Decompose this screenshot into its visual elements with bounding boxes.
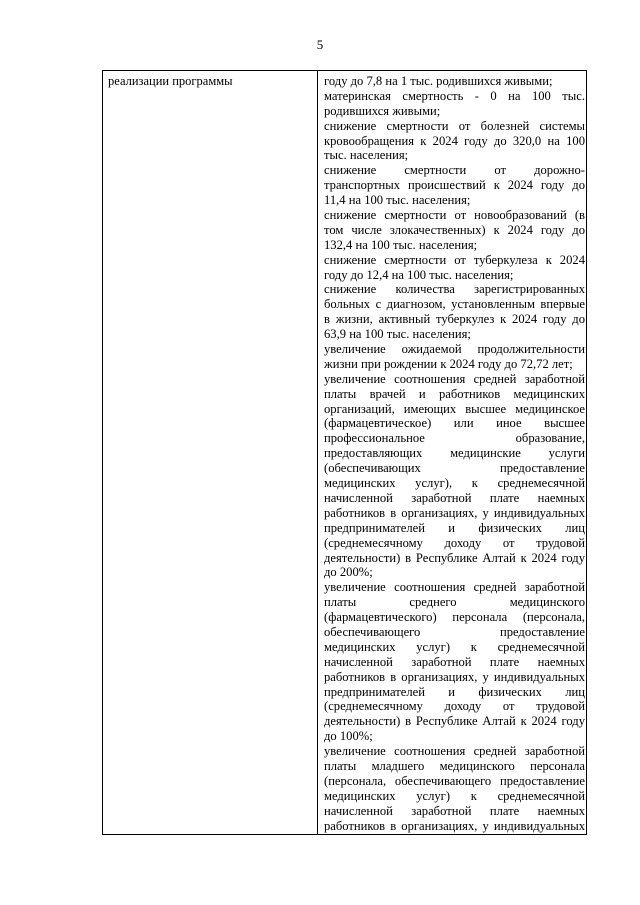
text-line: снижение смертности от туберкулеза к 2024	[324, 252, 585, 267]
text-line: начисленной заработной плате наемных	[324, 654, 585, 669]
text-line: больных с диагнозом, установленным впервые	[324, 297, 585, 312]
text-line: работников в организациях, у индивидуальных	[324, 818, 585, 833]
text-line: деятельности) в Республике Алтай к 2024 году	[324, 550, 585, 565]
text-line: начисленной заработной плате наемных	[324, 490, 585, 505]
text-line: 132,4 на 100 тыс. населения;	[324, 237, 478, 252]
text-line: (обеспечивающих предоставление	[324, 461, 585, 476]
text-line: деятельности) в Республике Алтай к 2024 году	[324, 714, 585, 729]
text-line: обеспечивающего предоставление	[324, 624, 585, 639]
text-line: снижение количества зарегистрированных	[324, 282, 585, 297]
text-line: платы врачей и работников медицинских	[324, 386, 585, 401]
text-line: родившихся живыми;	[324, 103, 441, 118]
text-line: начисленной заработной плате наемных	[324, 803, 585, 818]
text-line: предоставляющих медицинские услуги	[324, 446, 585, 461]
table-cell-left	[103, 71, 318, 834]
text-line: увеличение соотношения средней заработной	[324, 371, 585, 386]
text-line: (фармацевтическое) или иное высшее	[324, 416, 585, 431]
text-line: (среднемесячному доходу от трудовой	[324, 535, 585, 550]
text-line: том числе злокачественных) к 2024 году до	[324, 222, 585, 237]
text-line: (фармацевтического) персонала (персонала,	[324, 610, 585, 625]
table-cell-right	[318, 71, 588, 834]
text-line: снижение смертности от новообразований (в	[324, 208, 585, 223]
text-line: кровообращения к 2024 году до 320,0 на 100	[324, 133, 585, 148]
text-line: до 200%;	[324, 565, 373, 580]
text-line: платы младшего медицинского персонала	[324, 758, 585, 773]
text-line: материнская смертность - 0 на 100 тыс.	[324, 88, 585, 103]
text-line: увеличение соотношения средней заработной	[324, 580, 585, 595]
text-line: до 100%;	[324, 729, 373, 744]
text-line: профессиональное образование,	[324, 431, 585, 446]
text-line: снижение смертности от болезней системы	[324, 118, 585, 133]
text-line: году до 7,8 на 1 тыс. родившихся живыми;	[324, 74, 553, 88]
text-line: в жизни, активный туберкулез к 2024 году до	[324, 312, 585, 327]
page-number: 5	[316, 37, 324, 52]
text-line: работников в организациях, у индивидуальных	[324, 505, 585, 520]
program-table	[102, 70, 587, 835]
text-line: увеличение соотношения средней заработной	[324, 744, 585, 759]
text-line: работников в организациях, у индивидуальных	[324, 669, 585, 684]
text-line: медицинских услуг) к среднемесячной	[324, 788, 585, 803]
text-line: тыс. населения;	[324, 148, 409, 163]
text-line: увеличение ожидаемой продолжительности	[324, 342, 585, 357]
text-line: году до 12,4 на 100 тыс. населения;	[324, 267, 514, 282]
text-line: организаций, имеющих высшее медицинское	[324, 401, 585, 416]
text-line: медицинских услуг) к среднемесячной	[324, 639, 585, 654]
text-line: предпринимателей и физических лиц	[324, 684, 585, 699]
text-line: транспортных происшествий к 2024 году до	[324, 178, 585, 193]
text-line: 11,4 на 100 тыс. населения;	[324, 193, 471, 208]
text-line: медицинских услуг), к среднемесячной	[324, 476, 585, 491]
text-line: снижение смертности от дорожно-	[324, 163, 585, 178]
program-section-label: реализации программы	[108, 74, 233, 88]
text-line: предпринимателей и физических лиц	[324, 520, 585, 535]
text-line: жизни при рождении к 2024 году до 72,72 лет;	[324, 356, 573, 371]
text-line: (среднемесячному доходу от трудовой	[324, 699, 585, 714]
text-line: 63,9 на 100 тыс. населения;	[324, 327, 471, 342]
text-line: (персонала, обеспечивающего предоставление	[324, 773, 585, 788]
text-line: платы среднего медицинского	[324, 595, 585, 610]
